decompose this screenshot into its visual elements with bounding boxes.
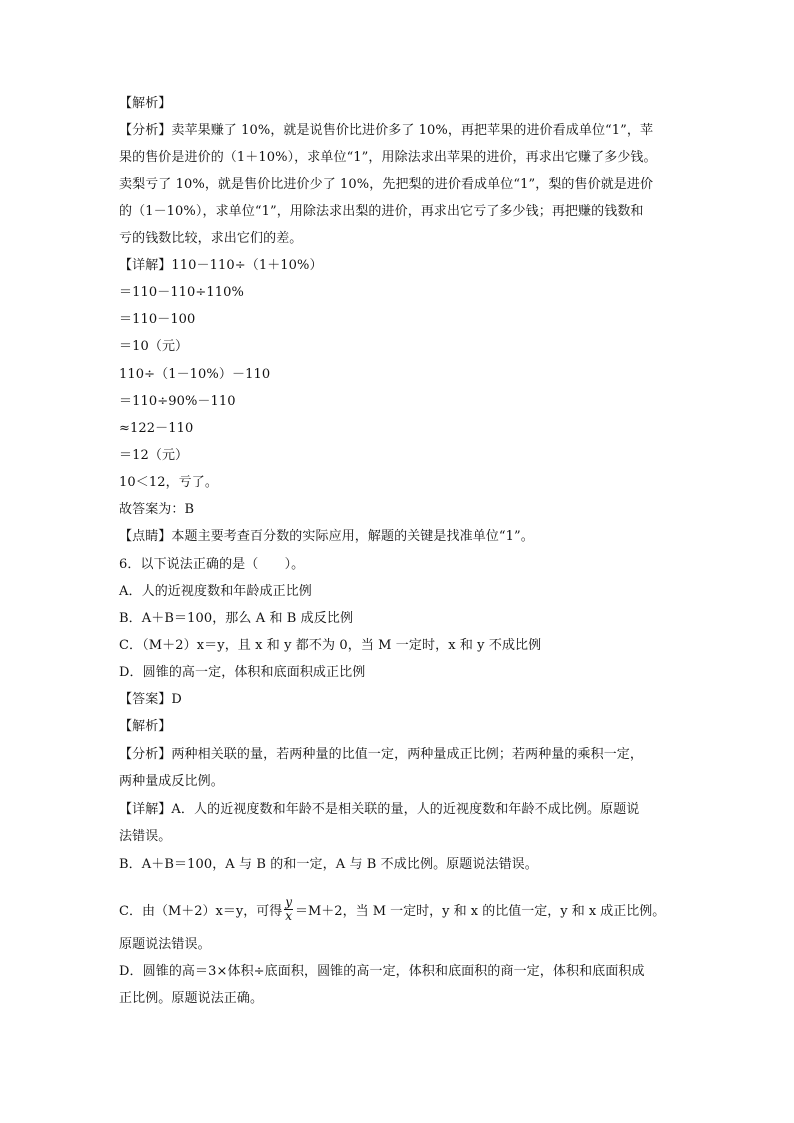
detail-step-line: ＝110－100 (119, 312, 196, 327)
comparison-line: 10＜12，亏了。 (119, 475, 218, 490)
section-heading-analysis: 【解析】 (119, 719, 172, 734)
detail-step-line: ＝110÷90%－110 (119, 394, 236, 409)
detail-paragraph-line: D．圆锥的高＝3×体积÷底面积，圆锥的高一定，体积和底面积的商一定，体积和底面积成 (119, 964, 645, 979)
section-heading-analysis: 【解析】 (119, 96, 172, 111)
answer-line: 故答案为：B (119, 502, 195, 517)
analysis-paragraph-line: 【分析】卖苹果赚了 10%，就是说售价比进价多了 10%，再把苹果的进价看成单位“1”，苹 (119, 123, 654, 138)
fraction-explanation-line (119, 892, 699, 926)
detail-step-line: ＝110－110÷110% (119, 285, 244, 300)
detail-paragraph-line: 原题说法错误。 (119, 937, 211, 952)
detail-step-line: 【详解】110－110÷（1＋10%） (119, 258, 323, 273)
detail-step-line: 110÷（1－10%）－110 (119, 367, 271, 382)
option-d: D．圆锥的高一定，体积和底面积成正比例 (119, 665, 366, 680)
analysis-paragraph-line: 的（1－10%），求单位“1”，用除法求出梨的进价，再求出它亏了多少钱；再把赚的钱数和 (119, 204, 644, 219)
detail-paragraph-line: B．A＋B＝100，A 与 B 的和一定，A 与 B 不成比例。原题说法错误。 (119, 857, 538, 872)
analysis-paragraph-line: 亏的钱数比较，求出它们的差。 (119, 231, 303, 246)
fraction-numerator: y (285, 894, 292, 909)
fraction-line-prefix: C．由（M＋2）x＝y，可得 (119, 903, 283, 919)
fraction-line-suffix: ＝M＋2，当 M 一定时，y 和 x 的比值一定，y 和 x 成正比例。 (295, 903, 666, 919)
analysis-paragraph-line: 两种量成反比例。 (119, 774, 224, 789)
analysis-paragraph-line: 【分析】两种相关联的量，若两种量的比值一定，两种量成正比例；若两种量的乘积一定， (119, 747, 644, 762)
answer-label: 【答案】D (119, 692, 182, 707)
detail-paragraph-line: 正比例。原题说法正确。 (119, 991, 264, 1006)
question-title: 6．以下说法正确的是（ ）。 (119, 557, 305, 572)
tip-line: 【点睛】本题主要考查百分数的实际应用，解题的关键是找准单位“1”。 (119, 529, 534, 544)
detail-paragraph-line: 法错误。 (119, 829, 172, 844)
option-a: A．人的近视度数和年龄成正比例 (119, 584, 312, 599)
analysis-paragraph-line: 卖梨亏了 10%，就是售价比进价少了 10%，先把梨的进价看成单位“1”，梨的售价就是进价 (119, 177, 654, 192)
fraction-y-over-x (284, 896, 293, 923)
fraction-denominator: x (285, 908, 292, 923)
detail-paragraph-line: 【详解】A．人的近视度数和年龄不是相关联的量，人的近视度数和年龄不成比例。原题说 (119, 802, 640, 817)
option-b: B．A＋B＝100，那么 A 和 B 成反比例 (119, 611, 354, 626)
detail-step-line: ＝10（元） (119, 339, 189, 354)
analysis-paragraph-line: 果的售价是进价的（1＋10%），求单位“1”，用除法求出苹果的进价，再求出它赚了多少钱。 (119, 150, 657, 165)
detail-step-line: ＝12（元） (119, 448, 189, 463)
option-c: C．（M＋2）x＝y，且 x 和 y 都不为 0，当 M 一定时，x 和 y 不成比例 (119, 638, 542, 653)
detail-step-line: ≈122－110 (119, 421, 194, 436)
